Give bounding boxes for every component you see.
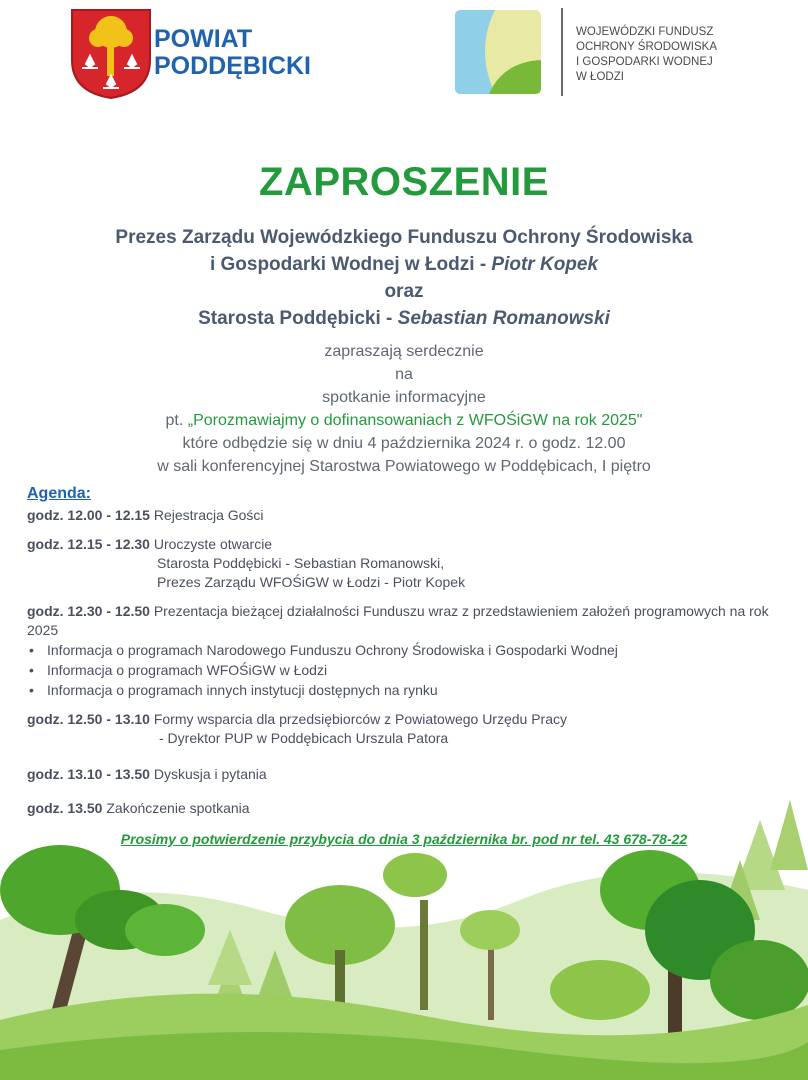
agenda-item [27, 602, 787, 640]
invite-line: spotkanie informacyjne [322, 389, 486, 406]
invite-topic-line [0, 409, 808, 432]
agenda-text: Zakończenie spotkania [102, 800, 250, 816]
host-line-2 [0, 251, 808, 278]
host-name-romanowski: Sebastian Romanowski [397, 308, 610, 329]
agenda-time: godz. 12.15 - 12.30 [27, 536, 150, 552]
host-line-1: Prezes Zarządu Wojewódzkiego Funduszu Ochrony Środowiska [115, 227, 693, 248]
powiat-name [154, 26, 311, 80]
agenda-subline: Prezes Zarządu WFOŚiGW w Łodzi - Piotr Kopek [157, 574, 466, 590]
invite-date-line: które odbędzie się w dniu 4 października 2024 r. o godz. 12.00 [182, 435, 626, 452]
confirmation-note: Prosimy o potwierdzenie przybycia do dnia 3 października br. pod nr tel. 43 678-78-22 [120, 831, 688, 847]
fund-name-line: I GOSPODARKI WODNEJ [576, 56, 713, 68]
agenda [27, 484, 787, 818]
hosts-block [0, 224, 808, 332]
fund-name [576, 25, 806, 85]
invite-line: zapraszają serdecznie [324, 343, 484, 360]
host-line-3: oraz [384, 281, 424, 302]
powiat-line-1: POWIAT [154, 25, 253, 53]
fund-name-line: WOJEWÓDZKI FUNDUSZ [576, 26, 714, 38]
list-item: • Informacja o programach Narodowego Funduszu Ochrony Środowiska i Gospodarki Wodnej [27, 640, 787, 660]
agenda-bullets [27, 640, 787, 700]
invite-venue-line: w sali konferencyjnej Starostwa Powiatowego w Poddębicach, I piętro [157, 458, 651, 475]
invite-topic-prefix: pt. [165, 412, 188, 429]
powiat-line-2: PODDĘBICKI [154, 52, 311, 80]
agenda-item [27, 506, 787, 525]
list-item: • Informacja o programach WFOŚiGW w Łodzi [27, 660, 787, 680]
fund-name-line: W ŁODZI [576, 71, 624, 83]
host-line-4 [0, 305, 808, 332]
agenda-item [27, 535, 787, 554]
list-item: • Informacja o programach innych instytucji dostępnych na rynku [27, 680, 787, 700]
agenda-text: Prezentacja bieżącej działalności Funduszu wraz z przedstawieniem założeń programowych na rok 2025 [27, 603, 769, 638]
agenda-text: Dyskusja i pytania [149, 766, 267, 782]
agenda-time: godz. 12.50 - 13.10 [27, 711, 150, 727]
agenda-text: Uroczyste otwarcie [149, 536, 273, 552]
agenda-time: godz. 12.00 - 12.15 [27, 507, 150, 523]
agenda-text: Formy wsparcia dla przedsiębiorców z Powiatowego Urzędu Pracy [149, 711, 568, 727]
host-line-4-text: Starosta Poddębicki - [198, 308, 398, 329]
logo-divider [561, 8, 563, 96]
fund-logo-icon [455, 10, 541, 94]
page-title: ZAPROSZENIE [259, 160, 549, 204]
agenda-title: Agenda: [27, 485, 91, 502]
agenda-subline: Starosta Poddębicki - Sebastian Romanowski, [157, 555, 445, 571]
invite-line: na [395, 366, 413, 383]
invite-block [0, 340, 808, 478]
invite-topic: „Porozmawiajmy o dofinansowaniach z WFOŚiGW na rok 2025" [187, 412, 643, 429]
host-name-kopek: Piotr Kopek [491, 254, 599, 275]
agenda-text: Rejestracja Gości [149, 507, 264, 523]
agenda-time: godz. 12.30 - 12.50 [27, 603, 150, 619]
forest-illustration [0, 780, 808, 1080]
agenda-time: godz. 13.50 [27, 800, 103, 816]
agenda-time: godz. 13.10 - 13.50 [27, 766, 150, 782]
host-line-2-text: i Gospodarki Wodnej w Łodzi - [209, 254, 492, 275]
agenda-subline: - Dyrektor PUP w Poddębicach Urszula Patora [159, 730, 449, 746]
agenda-item [27, 710, 787, 729]
coat-of-arms-icon [70, 8, 152, 100]
fund-name-line: OCHRONY ŚRODOWISKA [576, 41, 717, 53]
